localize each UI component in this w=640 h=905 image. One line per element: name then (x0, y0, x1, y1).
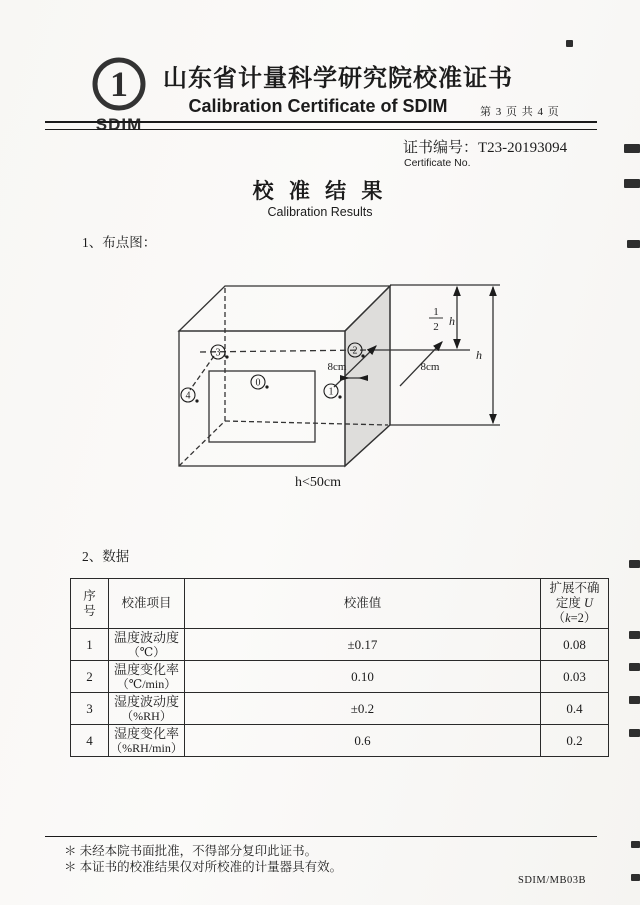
logo-text: SDIM (95, 115, 143, 134)
point-4-label: 4 (185, 390, 191, 402)
logo-glyph: 1 (110, 64, 128, 104)
table-row (71, 629, 609, 661)
half-h-numerator: 1 (433, 306, 439, 318)
header-value: 校准值 (185, 579, 541, 629)
uncertainty-k-symbol: k (565, 611, 571, 625)
scan-mark (629, 696, 640, 704)
row-value: 0.6 (185, 725, 541, 757)
point-layout-diagram (100, 266, 520, 498)
section1-label: 1、布点图： (82, 235, 157, 250)
point-3-label: 3 (215, 347, 221, 359)
row-item: 湿度变化率 （%RH/min） (110, 725, 183, 756)
chamber-window (209, 371, 315, 442)
row-no: 3 (71, 693, 109, 725)
diagram-caption: h<50cm (295, 475, 341, 490)
half-h-variable: h (449, 314, 455, 328)
footer-note-1: ＊ 未经本院书面批准，不得部分复印此证书。 (64, 844, 318, 858)
certificate-title-cn: 山东省计量科学研究院校准证书 (163, 66, 513, 92)
certificate-title-en: Calibration Certificate of SDIM (188, 96, 448, 116)
scan-mark (631, 841, 640, 848)
point-0-label: 0 (255, 377, 261, 389)
right-8cm-label: 8cm (420, 361, 440, 373)
scan-mark (624, 144, 640, 153)
row-no: 1 (71, 629, 109, 661)
row-item: 温度变化率 （℃/min） (109, 661, 185, 693)
table-header-row (71, 579, 609, 629)
footer-divider (45, 836, 597, 837)
certificate-number-en-label: Certificate No. (404, 157, 471, 169)
row-uncertainty: 0.2 (541, 725, 609, 757)
scan-mark (624, 179, 640, 188)
scan-mark (629, 631, 640, 639)
footer-notes (64, 843, 342, 876)
scan-mark (627, 240, 640, 248)
uncertainty-line2: 定度 (555, 596, 585, 610)
row-value: 0.10 (185, 661, 541, 693)
results-title-cn: 校 准 结 果 (252, 179, 388, 203)
footer-note-2: ＊ 本证书的校准结果仅对所校准的计量器具有效。 (64, 860, 343, 875)
half-h-denominator: 2 (433, 321, 439, 333)
section2-label: 2、数据 (82, 549, 130, 564)
scan-mark (631, 874, 640, 881)
header-uncertainty (541, 579, 609, 629)
point-1-label: 1 (328, 386, 334, 398)
scan-mark (566, 40, 573, 47)
h-dimension-label: h (476, 348, 482, 362)
scan-mark (629, 663, 640, 671)
table-row (71, 725, 609, 757)
uncertainty-u-symbol: U (584, 596, 594, 610)
row-no: 2 (71, 661, 109, 693)
header-no: 序号 (71, 579, 109, 629)
uncertainty-line3-open: （ (552, 611, 566, 625)
page-number: 第 3 页 共 4 页 (480, 106, 560, 118)
row-no: 4 (71, 725, 109, 757)
scan-mark (629, 560, 640, 568)
uncertainty-line3-close: =2） (570, 611, 597, 625)
results-title-en: Calibration Results (267, 205, 373, 219)
table-row (71, 693, 609, 725)
row-value: ±0.2 (185, 693, 541, 725)
scan-mark (629, 729, 640, 737)
point-2-label: 2 (352, 345, 358, 357)
left-8cm-label: 8cm (327, 361, 347, 373)
calibration-data-table (70, 578, 609, 757)
table-row (71, 661, 609, 693)
form-number: SDIM/MB03B (518, 875, 587, 886)
header-divider (45, 121, 597, 130)
row-uncertainty: 0.03 (541, 661, 609, 693)
uncertainty-line1: 扩展不确 (549, 581, 600, 595)
certificate-number: 证书编号：T23-20193094 (403, 140, 568, 156)
row-item: 湿度波动度 （%RH） (109, 693, 185, 725)
header-item: 校准项目 (109, 579, 185, 629)
row-uncertainty: 0.08 (541, 629, 609, 661)
sdim-logo-icon (88, 56, 150, 114)
row-item: 温度波动度 （℃） (109, 629, 185, 661)
row-uncertainty: 0.4 (541, 693, 609, 725)
row-value: ±0.17 (185, 629, 541, 661)
